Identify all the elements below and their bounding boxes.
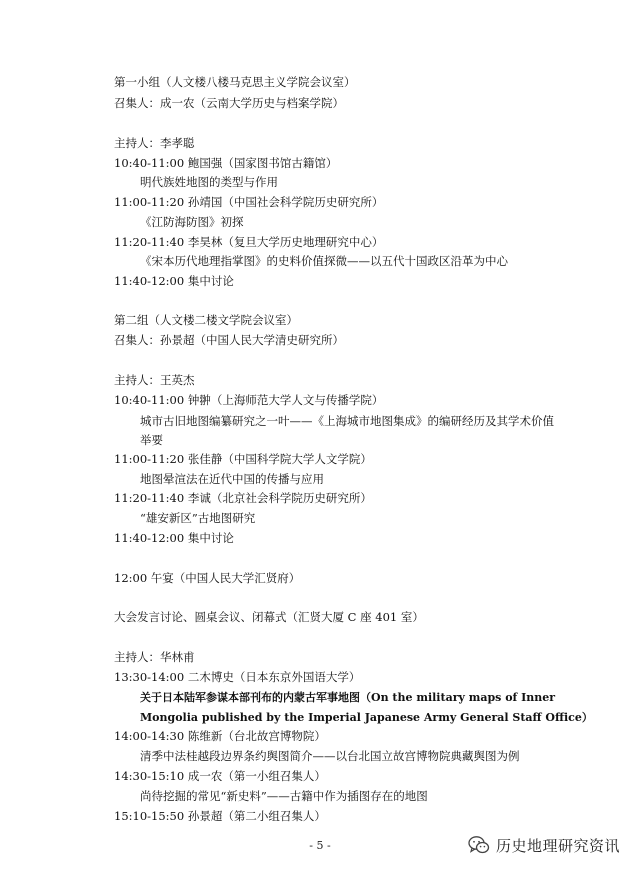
talk-speaker: 孙景超（第二小组召集人） bbox=[187, 809, 326, 823]
talk-time: 10:40-11:00 bbox=[114, 393, 185, 407]
talk-speaker: 李诚（北京社会科学院历史研究所） bbox=[187, 491, 372, 505]
group1-convener: 召集人：成一农（云南大学历史与档案学院） bbox=[114, 96, 344, 110]
talk-time: 11:40-12:00 bbox=[114, 274, 185, 288]
talk-time: 11:40-12:00 bbox=[114, 531, 185, 545]
talk-time: 11:00-11:20 bbox=[114, 452, 185, 466]
talk-time: 11:20-11:40 bbox=[114, 491, 185, 505]
talk-speaker: 孙靖国（中国社会科学院历史研究所） bbox=[187, 195, 384, 209]
page-number: - 5 - bbox=[309, 839, 331, 852]
talk-entry bbox=[114, 809, 556, 824]
talk-title: 关于日本陆军参谋本部刊布的内蒙古军事地图（On the military maps of Inner bbox=[140, 691, 556, 704]
talk-entry bbox=[114, 452, 556, 467]
talk-entry bbox=[114, 531, 556, 546]
talk-time: 10:40-11:00 bbox=[114, 156, 185, 170]
talk-speaker: 成一农（第一小组召集人） bbox=[187, 769, 326, 783]
talk-entry bbox=[114, 156, 556, 171]
talk-speaker: 张佳静（中国科学院大学人文学院） bbox=[187, 452, 372, 466]
talk-title: 城市古旧地图编纂研究之一叶——《上海城市地图集成》的编研经历及其学术价值举要 bbox=[140, 414, 554, 447]
talk-title: 清季中法桂越段边界条约舆图简介——以台北国立故宫博物院典藏舆图为例 bbox=[140, 749, 520, 763]
talk-time: 13:30-14:00 bbox=[114, 670, 185, 684]
group1-host: 主持人：李孝聪 bbox=[114, 136, 195, 150]
talk-time: 14:30-15:10 bbox=[114, 769, 185, 783]
talk-entry bbox=[114, 491, 556, 506]
talk-title: “雄安新区”古地图研究 bbox=[140, 511, 256, 525]
wechat-icon bbox=[468, 835, 490, 855]
talk-entry bbox=[114, 670, 556, 685]
plenary-header: 大会发言讨论、圆桌会议、闭幕式（汇贤大厦 C 座 401 室） bbox=[114, 610, 424, 624]
talk-title: 明代族姓地图的类型与作用 bbox=[140, 175, 278, 189]
lunch-line: 12:00 午宴（中国人民大学汇贤府） bbox=[114, 571, 301, 585]
talk-entry bbox=[114, 729, 556, 744]
talk-speaker: 鲍国强（国家图书馆古籍馆） bbox=[187, 156, 338, 170]
talk-speaker: 二木博史（日本东京外国语大学） bbox=[187, 670, 361, 684]
group2-convener: 召集人：孙景超（中国人民大学清史研究所） bbox=[114, 333, 344, 347]
talk-entry bbox=[114, 393, 556, 408]
talk-title: 《江防海防图》初探 bbox=[140, 215, 244, 229]
group2-host: 主持人：王英杰 bbox=[114, 373, 195, 387]
plenary-host: 主持人：华林甫 bbox=[114, 650, 195, 664]
group2-header: 第二组（人文楼二楼文学院会议室） bbox=[114, 313, 298, 327]
talk-entry bbox=[114, 769, 556, 784]
talk-speaker: 集中讨论 bbox=[187, 274, 234, 288]
talk-entry bbox=[114, 274, 556, 289]
talk-speaker: 钟翀（上海师范大学人文与传播学院） bbox=[187, 393, 384, 407]
talk-speaker: 集中讨论 bbox=[187, 531, 234, 545]
talk-time: 11:00-11:20 bbox=[114, 195, 185, 209]
talk-time: 15:10-15:50 bbox=[114, 809, 185, 823]
watermark-text: 历史地理研究资讯 bbox=[496, 836, 621, 855]
talk-title: 地图晕渲法在近代中国的传播与应用 bbox=[140, 472, 324, 486]
group1-header: 第一小组（人文楼八楼马克思主义学院会议室） bbox=[114, 75, 356, 89]
talk-title: 尚待挖掘的常见“新史料”——古籍中作为插图存在的地图 bbox=[140, 789, 428, 803]
talk-title-cont: Mongolia published by the Imperial Japanese Army General Staff Office） bbox=[140, 711, 593, 724]
watermark bbox=[468, 834, 620, 856]
talk-speaker: 李昊林（复旦大学历史地理研究中心） bbox=[187, 235, 384, 249]
talk-time: 11:20-11:40 bbox=[114, 235, 185, 249]
talk-time: 14:00-14:30 bbox=[114, 729, 185, 743]
talk-entry bbox=[114, 235, 556, 250]
talk-title: 《宋本历代地理指掌图》的史料价值探微——以五代十国政区沿革为中心 bbox=[140, 254, 508, 268]
talk-entry bbox=[114, 195, 556, 210]
talk-speaker: 陈维新（台北故宫博物院） bbox=[187, 729, 326, 743]
